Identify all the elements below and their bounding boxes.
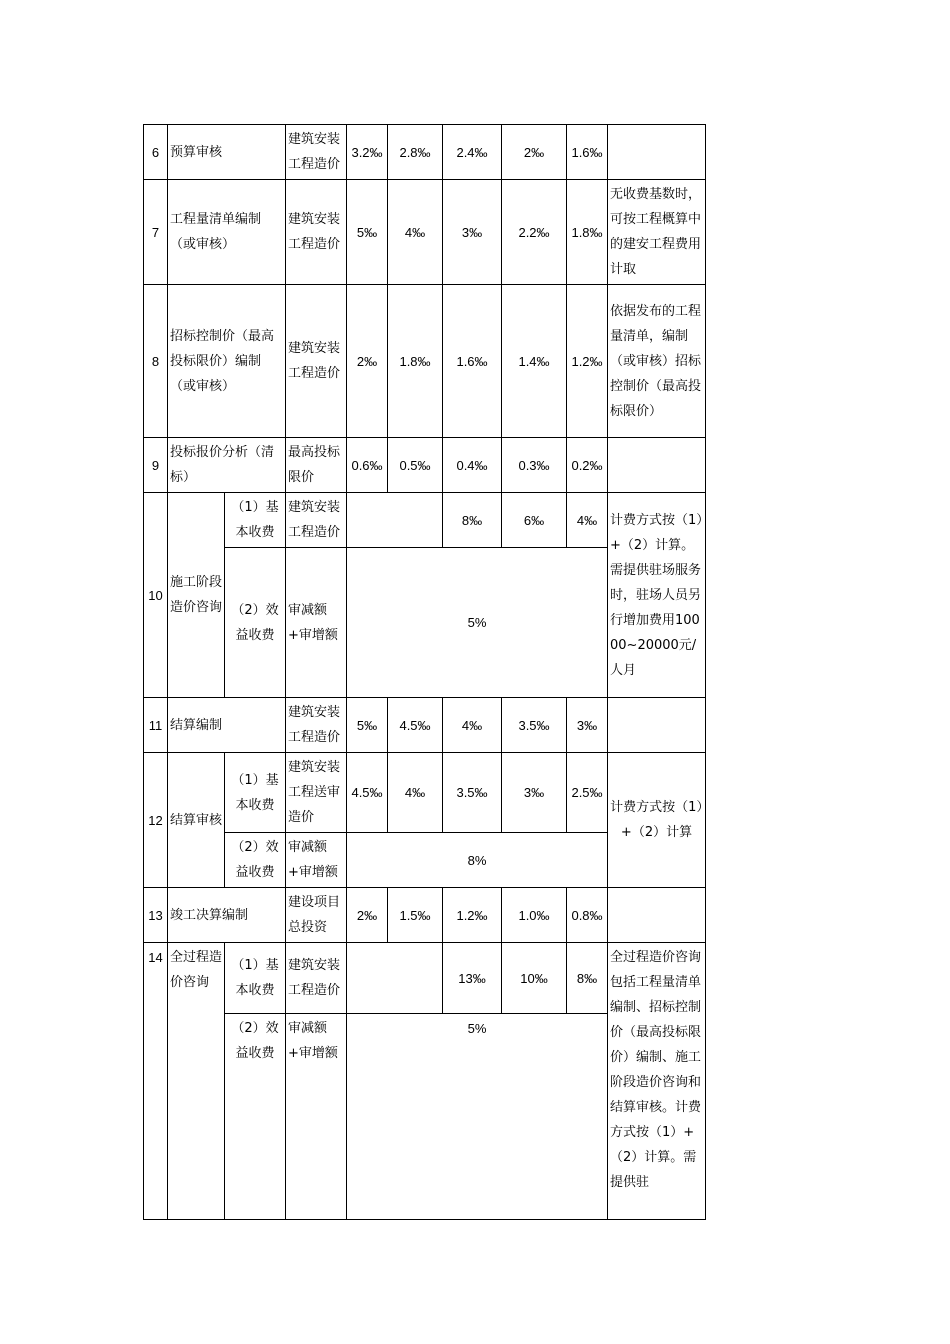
service-item: 竣工决算编制 — [168, 888, 286, 943]
remark — [608, 888, 706, 943]
rate-4: 2‰ — [502, 125, 567, 180]
remark: 计费方式按（1）+（2）计算。需提供驻场服务时，驻场人员另行增加费用10000~20000元/人月 — [608, 493, 706, 698]
table-row — [144, 698, 706, 753]
rate-2: 2.8‰ — [388, 125, 443, 180]
rate-3: 1.6‰ — [443, 285, 502, 438]
row-number: 12 — [144, 753, 168, 888]
sub-item-benefit: （2）效益收费 — [225, 1014, 286, 1220]
rate-1: 0.6‰ — [347, 438, 388, 493]
benefit-rate: 8% — [347, 833, 608, 888]
rate-3: 4‰ — [443, 698, 502, 753]
rate-2: 4‰ — [388, 180, 443, 285]
fee-base: 建筑安装工程造价 — [286, 943, 347, 1014]
rate-4: 1.4‰ — [502, 285, 567, 438]
rate-4: 6‰ — [502, 493, 567, 548]
rate-5: 0.8‰ — [567, 888, 608, 943]
service-item: 预算审核 — [168, 125, 286, 180]
row-number: 7 — [144, 180, 168, 285]
rate-4: 1.0‰ — [502, 888, 567, 943]
sub-item-basic: （1）基本收费 — [225, 943, 286, 1014]
fee-base: 建筑安装工程造价 — [286, 493, 347, 548]
fee-base: 建筑安装工程造价 — [286, 125, 347, 180]
rate-5: 2.5‰ — [567, 753, 608, 833]
rate-2: 1.8‰ — [388, 285, 443, 438]
rate-3: 1.2‰ — [443, 888, 502, 943]
rate-3: 13‰ — [443, 943, 502, 1014]
sub-item-basic: （1）基本收费 — [225, 493, 286, 548]
rate-1: 3.2‰ — [347, 125, 388, 180]
fee-base: 建筑安装工程造价 — [286, 180, 347, 285]
row-number: 6 — [144, 125, 168, 180]
rate-1 — [347, 493, 388, 548]
fee-base: 建筑安装工程送审造价 — [286, 753, 347, 833]
rate-4: 2.2‰ — [502, 180, 567, 285]
rate-3: 2.4‰ — [443, 125, 502, 180]
rate-2 — [388, 493, 443, 548]
rate-5: 1.6‰ — [567, 125, 608, 180]
rate-2 — [388, 943, 443, 1014]
rate-3: 3‰ — [443, 180, 502, 285]
rate-1: 2‰ — [347, 888, 388, 943]
rate-1: 2‰ — [347, 285, 388, 438]
fee-base: 建筑安装工程造价 — [286, 698, 347, 753]
table-row — [144, 753, 706, 833]
remark: 全过程造价咨询包括工程量清单编制、招标控制价（最高投标限价）编制、施工阶段造价咨询和结算审核。计费方式按（1）+（2）计算。需提供驻 — [608, 943, 706, 1220]
benefit-rate: 5% — [347, 548, 608, 698]
fee-table — [143, 124, 706, 1220]
rate-1 — [347, 943, 388, 1014]
rate-4: 10‰ — [502, 943, 567, 1014]
remark: 依据发布的工程量清单，编制（或审核）招标控制价（最高投标限价） — [608, 285, 706, 438]
table-row — [144, 285, 706, 438]
rate-4: 0.3‰ — [502, 438, 567, 493]
service-item: 招标控制价（最高投标限价）编制（或审核） — [168, 285, 286, 438]
remark — [608, 698, 706, 753]
table-row — [144, 180, 706, 285]
rate-2: 4.5‰ — [388, 698, 443, 753]
sub-item-benefit: （2）效益收费 — [225, 833, 286, 888]
rate-1: 4.5‰ — [347, 753, 388, 833]
sub-item-basic: （1）基本收费 — [225, 753, 286, 833]
row-number: 8 — [144, 285, 168, 438]
row-number: 9 — [144, 438, 168, 493]
rate-5: 0.2‰ — [567, 438, 608, 493]
table-row — [144, 943, 706, 1014]
rate-1: 5‰ — [347, 698, 388, 753]
rate-5: 4‰ — [567, 493, 608, 548]
remark: 计费方式按（1）+（2）计算 — [608, 753, 706, 888]
fee-base: 建设项目总投资 — [286, 888, 347, 943]
rate-4: 3.5‰ — [502, 698, 567, 753]
row-number: 13 — [144, 888, 168, 943]
remark — [608, 438, 706, 493]
rate-2: 1.5‰ — [388, 888, 443, 943]
row-number: 10 — [144, 493, 168, 698]
rate-3: 3.5‰ — [443, 753, 502, 833]
sub-item-benefit: （2）效益收费 — [225, 548, 286, 698]
fee-base: 最高投标限价 — [286, 438, 347, 493]
table-row — [144, 125, 706, 180]
service-item: 工程量清单编制（或审核） — [168, 180, 286, 285]
rate-5: 3‰ — [567, 698, 608, 753]
rate-3: 8‰ — [443, 493, 502, 548]
fee-base: 审减额+审增额 — [286, 1014, 347, 1220]
benefit-rate: 5% — [347, 1014, 608, 1220]
row-number: 11 — [144, 698, 168, 753]
service-item: 结算编制 — [168, 698, 286, 753]
rate-4: 3‰ — [502, 753, 567, 833]
table-row — [144, 493, 706, 548]
service-item: 结算审核 — [168, 753, 225, 888]
rate-1: 5‰ — [347, 180, 388, 285]
rate-5: 1.8‰ — [567, 180, 608, 285]
fee-base: 审减额+审增额 — [286, 833, 347, 888]
table-row — [144, 438, 706, 493]
rate-3: 0.4‰ — [443, 438, 502, 493]
table-row — [144, 888, 706, 943]
service-item: 投标报价分析（清标） — [168, 438, 286, 493]
fee-base: 建筑安装工程造价 — [286, 285, 347, 438]
remark — [608, 125, 706, 180]
rate-2: 0.5‰ — [388, 438, 443, 493]
service-item: 全过程造价咨询 — [168, 943, 225, 1220]
rate-5: 8‰ — [567, 943, 608, 1014]
remark: 无收费基数时，可按工程概算中的建安工程费用计取 — [608, 180, 706, 285]
rate-5: 1.2‰ — [567, 285, 608, 438]
rate-2: 4‰ — [388, 753, 443, 833]
fee-base: 审减额+审增额 — [286, 548, 347, 698]
service-item: 施工阶段造价咨询 — [168, 493, 225, 698]
row-number: 14 — [144, 943, 168, 1220]
